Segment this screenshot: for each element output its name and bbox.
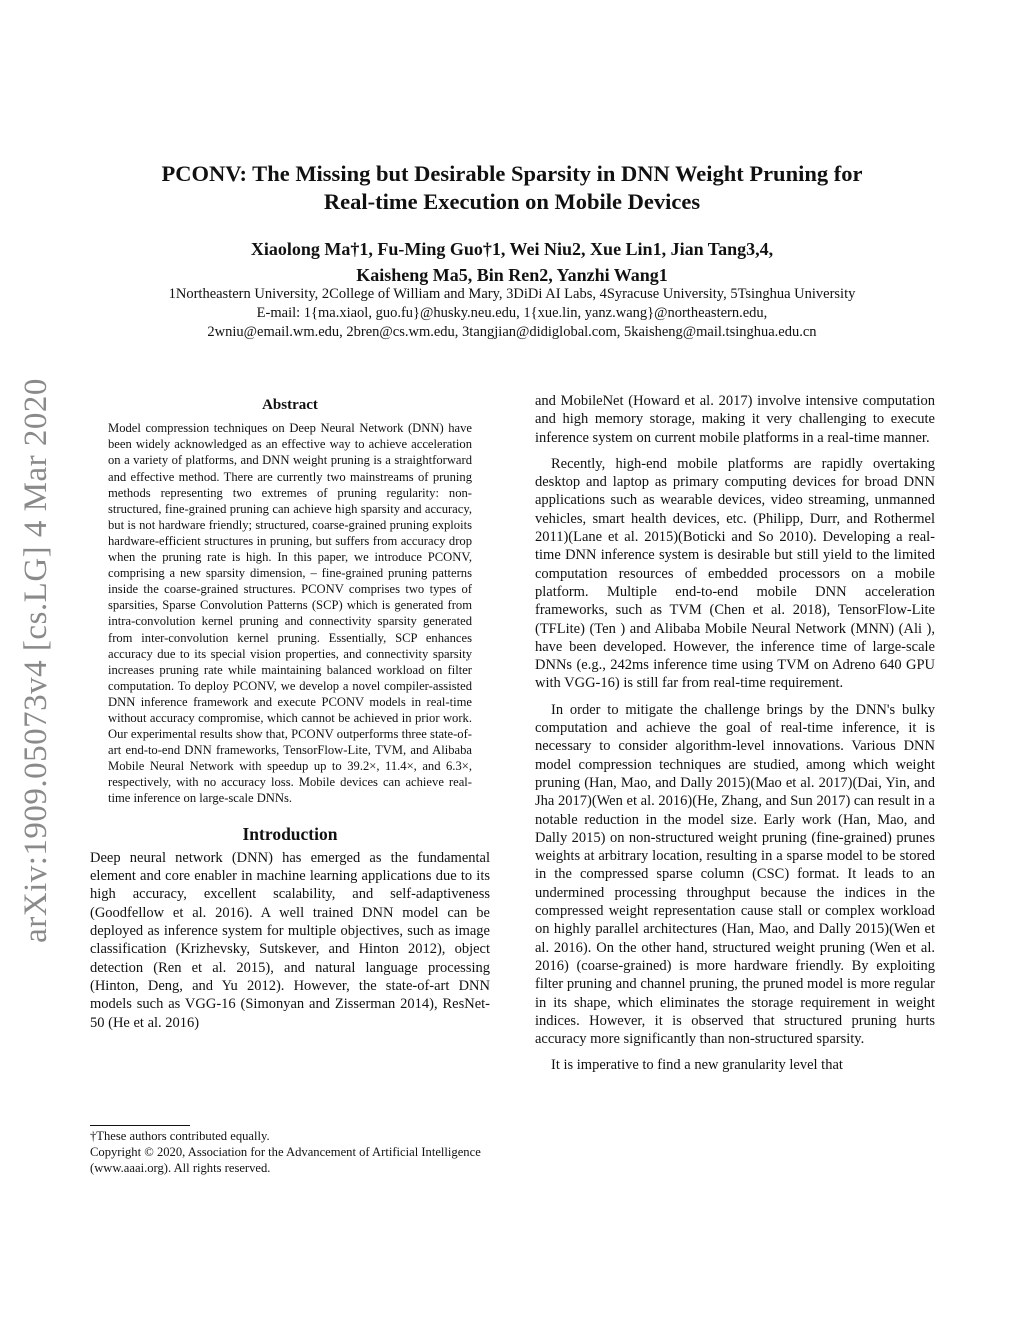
left-column [90, 396, 490, 1032]
abstract-body: Model compression techniques on Deep Neural Network (DNN) have been widely acknowledged as an effective way to achieve acceleration on a variety of platforms, and DNN weight pruning is a straightforward and effective method. There are currently two mainstreams of pruning methods representing two extremes of pruning regularity: non-structured, fine-grained pruning can achieve high sparsity and accuracy, but is not hardware friendly; structured, coarse-grained pruning exploits hardware-efficient structures in pruning, but suffers from accuracy drop when the pruning rate is high. In this paper, we introduce PCONV, comprising a new sparsity dimension, – fine-grained pruning patterns inside the coarse-grained structures. PCONV comprises two types of sparsities, Sparse Convolution Patterns (SCP) which is generated from intra-convolution kernel pruning and connectivity sparsity generated from inter-convolution kernel pruning. Essentially, SCP enhances accuracy due to its special vision properties, and connectivity sparsity increases pruning rate while maintaining balanced workload on filter computation. To deploy PCONV, we develop a novel compiler-assisted DNN inference framework and execute PCONV models in real-time without accuracy compromise, which cannot be achieved in prior work. Our experimental results show that, PCONV outperforms three state-of-art end-to-end DNN frameworks, TensorFlow-Lite, TVM, and Alibaba Mobile Neural Network with speedup up to 39.2×, 11.4×, and 6.3×, respectively, with no accuracy loss. Mobile devices can achieve real-time inference on large-scale DNNs. [108, 421, 472, 806]
paper-title-line-2: Real-time Execution on Mobile Devices [323, 189, 701, 214]
author-line-1: Xiaolong Ma†1, Fu-Ming Guo†1, Wei Niu2, Xue Lin1, Jian Tang3,4, [250, 239, 774, 259]
equal-contribution-note: †These authors contributed equally. [90, 1129, 270, 1143]
abstract-heading: Abstract [262, 397, 318, 413]
right-column [535, 392, 935, 1075]
affiliations [30, 285, 994, 342]
paper-title [60, 160, 964, 216]
intro-paragraph-continued: and MobileNet (Howard et al. 2017) involve intensive computation and high memory storage, making it very challenging to execute inference system on current mobile platforms in a real-time manner. [535, 393, 935, 446]
intro-paragraph: Recently, high-end mobile platforms are rapidly overtaking desktop and laptop as primary computing devices for broad DNN applications such as wearable devices, video streaming, unmanned vehicles, smart health devices, etc. (Philipp, Durr, and Rothermel 2011)(Lane et al. 2015)(Boticki and So 2010). Developing a real-time DNN inference system is desirable but still yield to the limited computation resources of embedded processors on a mobile platform. Multiple end-to-end mobile DNN acceleration frameworks, such as TVM (Chen et al. 2018), TensorFlow-Lite (TFLite) (Ten ) and Alibaba Mobile Neural Network (MNN) (Ali ), have been developed. However, the inference time of large-scale DNNs (e.g., 242ms inference time using TVM on Adreno 640 GPU with VGG-16) is still far from real-time requirement. [535, 455, 935, 692]
author-list [40, 236, 984, 288]
email-line: E-mail: 1{ma.xiaol, guo.fu}@husky.neu.edu, 1{xue.lin, yanz.wang}@northeastern.edu, [256, 305, 768, 321]
arxiv-stamp [6, 360, 66, 960]
paper-title-line-1: PCONV: The Missing but Desirable Sparsity in DNN Weight Pruning for [161, 161, 863, 186]
footnote-divider [90, 1125, 190, 1126]
arxiv-stamp-text: arXiv:1909.05073v4 [cs.LG] 4 Mar 2020 [17, 377, 54, 943]
intro-paragraph: In order to mitigate the challenge brings by the DNN's bulky computation and achieve the goal of real-time inference, it is necessary to consider algorithm-level innovations. Various DNN model compression techniques are studied, among which weight pruning (Han, Mao, and Dally 2015)(Mao et al. 2017)(Dai, Yin, and Jha 2017)(Wen et al. 2016)(He, Zhang, and Sun 2017) can result in a notable reduction in the model size. Early work (Han, Mao, and Dally 2015) on non-structured weight pruning (fine-grained) prunes weights at arbitrary location, resulting in a sparse model to be stored in the compressed sparse column (CSC) format. It leads to an undermined processing throughput because the indices in the compressed weight representation cause stall or complex workload on highly parallel architectures (Han, Mao, and Dally 2015)(Wen et al. 2016). On the other hand, structured weight pruning (Wen et al. 2016) (coarse-grained) is more hardware friendly. By exploiting filter pruning and channel pruning, the pruned model is more regular in its shape, which eliminates the storage requirement in weight indices. However, it is observed that structured pruning hurts accuracy more significantly than non-structured sparsity. [535, 701, 935, 1048]
copyright-note: Copyright © 2020, Association for the Advancement of Artificial Intelligence (www.aaai.org). All rights reserved. [90, 1145, 481, 1175]
affiliation-line: 1Northeastern University, 2College of William and Mary, 3DiDi AI Labs, 4Syracuse University, 5Tsinghua University [168, 286, 856, 302]
email-line: 2wniu@email.wm.edu, 2bren@cs.wm.edu, 3tangjian@didiglobal.com, 5kaisheng@mail.tsinghua.edu.cn [207, 324, 817, 340]
footnotes [90, 1128, 490, 1176]
introduction-heading: Introduction [242, 823, 338, 844]
author-line-2: Kaisheng Ma5, Bin Ren2, Yanzhi Wang1 [356, 265, 668, 285]
intro-paragraph: Deep neural network (DNN) has emerged as the fundamental element and core enabler in machine learning applications due to its high accuracy, excellent scalability, and self-adaptiveness (Goodfellow et al. 2016). A well trained DNN model can be deployed as inference system for multiple objectives, such as image classification (Krizhevsky, Sutskever, and Hinton 2012), object detection (Ren et al. 2015), and natural language processing (Hinton, Deng, and Yu 2012). However, the state-of-art DNN models such as VGG-16 (Simonyan and Zisserman 2014), ResNet-50 (He et al. 2016) [90, 849, 490, 1031]
intro-paragraph: It is imperative to find a new granularity level that [551, 1057, 843, 1074]
